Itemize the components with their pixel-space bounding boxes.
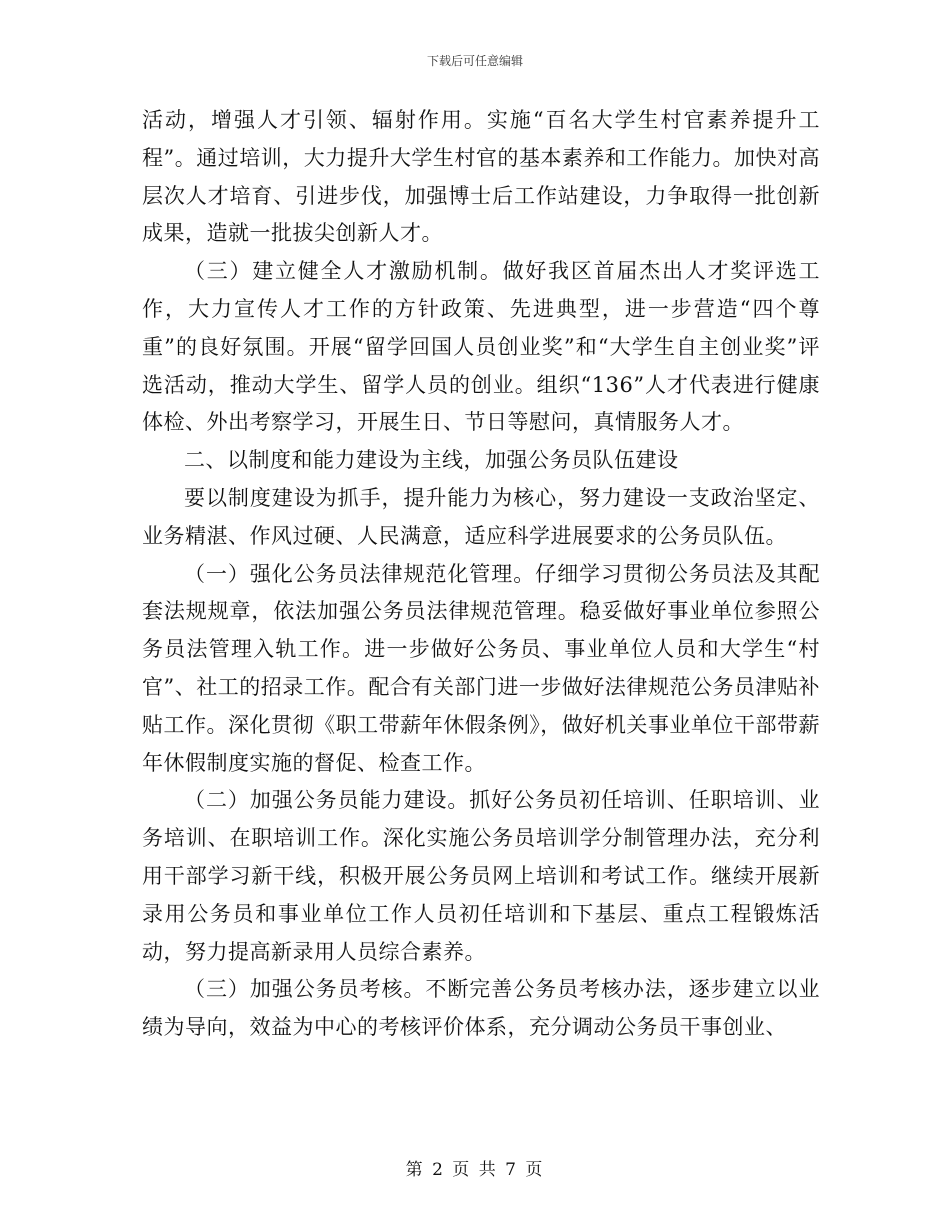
page-header-note: 下载后可任意编辑 (426, 54, 523, 68)
paragraph-2: （三）建立健全人才激励机制。做好我区首届杰出人才奖评选工作，大力宣传人才工作的方针政策、先进典型，进一步营造“四个尊重”的良好氛围。开展“留学回国人员创业奖”和“大学生自主创业奖”评选活动，推动大学生、留学人员的创业。组织“136”人才代表进行健康体检、外出考察学习，开展生日、节日等慰问，真情服务人才。 (142, 259, 820, 435)
paragraph-3: 要以制度建设为抓手，提升能力为核心，努力建设一支政治坚定、业务精湛、作风过硬、人民满意，适应科学进展要求的公务员队伍。 (142, 485, 820, 548)
paragraph-5: （二）加强公务员能力建设。抓好公务员初任培训、任职培训、业务培训、在职培训工作。深化实施公务员培训学分制管理办法，充分利用干部学习新干线，积极开展公务员网上培训和考试工作。继续开展新录用公务员和事业单位工作人员初任培训和下基层、重点工程锻炼活动，努力提高新录用人员综合素养。 (142, 788, 820, 964)
section-heading: 二、以制度和能力建设为主线，加强公务员队伍建设 (184, 448, 679, 473)
page-number-footer: 第 2 页 共 7 页 (405, 1160, 545, 1180)
paragraph-1: 活动，增强人才引领、辐射作用。实施“百名大学生村官素养提升工程”。通过培训，大力提升大学生村官的基本素养和工作能力。加快对高层次人才培育、引进步伐，加强博士后工作站建设，力争取得一批创新成果，造就一批拔尖创新人才。 (142, 108, 820, 246)
paragraph-6: （三）加强公务员考核。不断完善公务员考核办法，逐步建立以业绩为导向，效益为中心的考核评价体系，充分调动公务员干事创业、 (142, 977, 820, 1040)
paragraph-4: （一）强化公务员法律规范化管理。仔细学习贯彻公务员法及其配套法规规章，依法加强公务员法律规范管理。稳妥做好事业单位参照公务员法管理入轨工作。进一步做好公务员、事业单位人员和大学生“村官”、社工的招录工作。配合有关部门进一步做好法律规范公务员津贴补贴工作。深化贯彻《职工带薪年休假条例》，做好机关事业单位干部带薪年休假制度实施的督促、检查工作。 (142, 561, 820, 775)
document-body (142, 102, 820, 1047)
